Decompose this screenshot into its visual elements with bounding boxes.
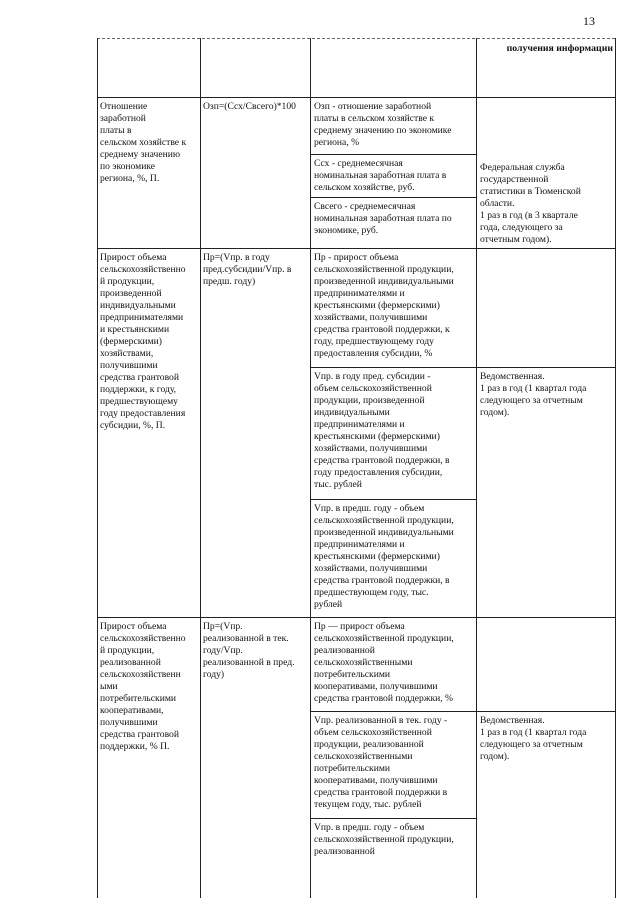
indicator-cell: Отношение заработной платы в сельском хозяйстве к среднему значению по экономике региона, %, П.: [100, 101, 187, 184]
col-line-2: [200, 38, 201, 898]
row-line: [97, 617, 615, 618]
subrow-line: [310, 711, 615, 712]
source-cell: Федеральная служба государственной статистики в Тюменской области. 1 раз в год (в 3 квартале года, следующего за отчетным годом).: [480, 162, 581, 245]
variable-cell: Vпр. реализованной в тек. году - объем сельскохозяйственной продукции, реализованной сельскохозяйственными потребительскими кооперативами, получившими средства грантовой поддержки в текущем году, тыс. рублей: [314, 715, 448, 810]
table-top-border: [97, 38, 615, 39]
col-line-4: [476, 38, 477, 898]
variable-cell: Vпр. в предш. году - объем сельскохозяйственной продукции, произведенной индивидуальными предпринимателями и крестьянскими (фермерскими) хозяйствами, получившими средства грантовой поддержки, в предшествующем году, тыс. рублей: [314, 503, 454, 610]
formula-cell: Пр=(Vпр. в году пред.субсидии/Vпр. в предш. году): [203, 252, 292, 287]
col-line-1: [97, 38, 98, 898]
variable-cell: Свсего - среднемесячная номинальная заработная плата по экономике, руб.: [314, 201, 452, 236]
variable-cell: Vпр. в предш. году - объем сельскохозяйственной продукции, реализованной: [314, 822, 454, 857]
source-cell: Ведомственная. 1 раз в год (1 квартал года следующего за отчетным годом).: [480, 715, 587, 762]
indicator-cell: Прирост объема сельскохозяйственно й продукции, реализованной сельскохозяйственн ыми потребительскими кооперативами, получившими средства грантовой поддержки, % П.: [100, 621, 186, 752]
source-cell: Ведомственная. 1 раз в год (1 квартал года следующего за отчетным годом).: [480, 371, 587, 418]
formula-cell: Озп=(Ссх/Свсего)*100: [203, 101, 296, 112]
col-header-source-tail: получения информации: [506, 43, 613, 54]
variable-cell: Пр — прирост объема сельскохозяйственной продукции, реализованной сельскохозяйственными потребительскими кооперативами, получившими средства грантовой поддержки, %: [314, 621, 454, 704]
formula-cell: Пр=(Vпр. реализованной в тек. году/Vпр. реализованной в пред. году): [203, 621, 295, 680]
col-line-5: [615, 38, 616, 898]
subrow-line: [310, 367, 615, 368]
subrow-line: [310, 818, 476, 819]
row-line-header: [97, 97, 615, 98]
indicator-cell: Прирост объема сельскохозяйственно й продукции, произведенной индивидуальными предпринимателями и крестьянскими (фермерскими) хозяйствами, получившими средства грантовой поддержки, к году, предшествующему году предоставления субсидии, %, П.: [100, 252, 186, 431]
variable-cell: Озп - отношение заработной платы в сельском хозяйстве к среднему значению по экономике региона, %: [314, 101, 452, 148]
page-number: 13: [583, 14, 595, 28]
subrow-line: [310, 197, 476, 198]
row-line: [97, 248, 615, 249]
subrow-line: [310, 499, 476, 500]
col-line-3: [310, 38, 311, 898]
variable-cell: Пр - прирост объема сельскохозяйственной продукции, произведенной индивидуальными предпринимателями и крестьянскими (фермерскими) хозяйствами, получившими средства грантовой поддержки, к году, предшествующему году предоставления субсидии, %: [314, 252, 454, 359]
variable-cell: Vпр. в году пред. субсидии - объем сельскохозяйственной продукции, произведенной индивидуальными предпринимателями и крестьянскими (фермерскими) хозяйствами, получившими средства грантовой поддержки, в году предоставления субсидии, тыс. рублей: [314, 371, 450, 490]
variable-cell: Ссх - среднемесячная номинальная заработная плата в сельском хозяйстве, руб.: [314, 158, 447, 193]
subrow-line: [310, 154, 476, 155]
